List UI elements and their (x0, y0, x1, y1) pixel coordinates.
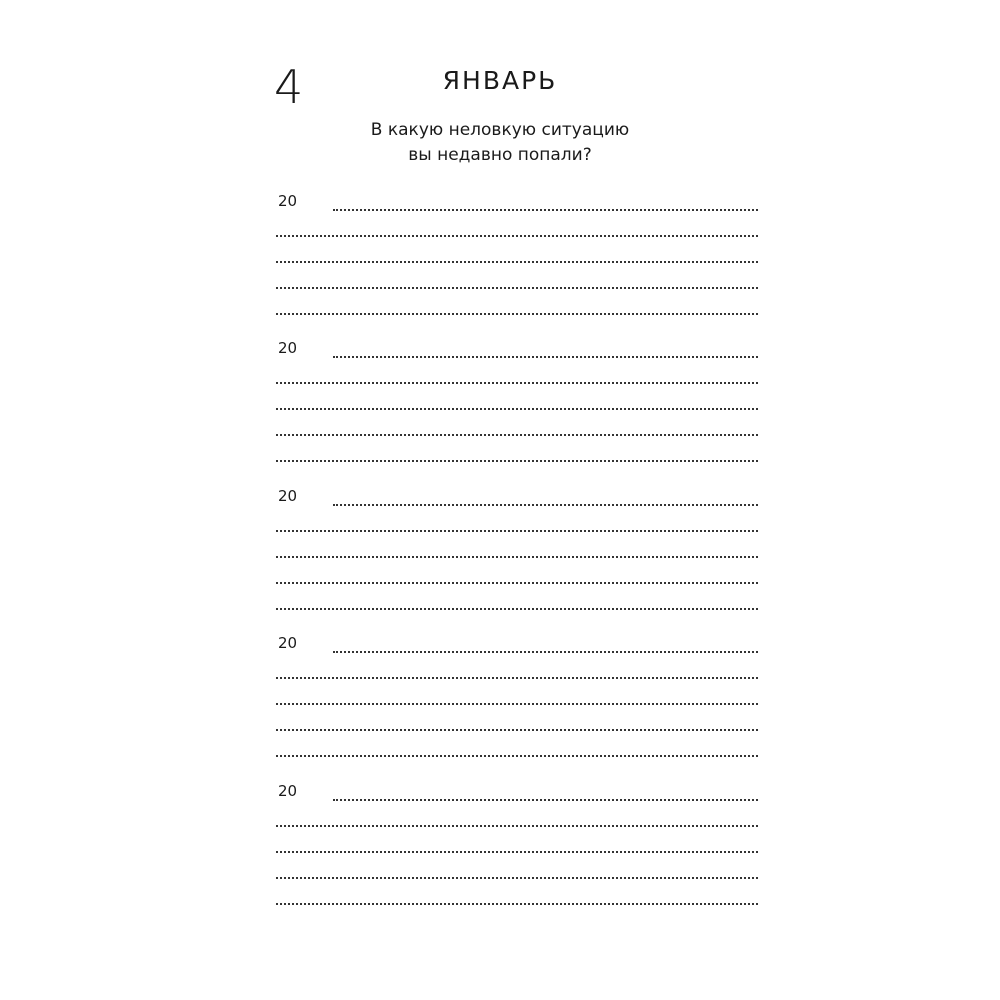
writing-line[interactable] (276, 582, 758, 584)
writing-line[interactable] (333, 799, 758, 801)
writing-line[interactable] (276, 703, 758, 705)
writing-line[interactable] (276, 261, 758, 263)
writing-line[interactable] (276, 877, 758, 879)
writing-line[interactable] (333, 209, 758, 211)
writing-line[interactable] (276, 313, 758, 315)
writing-line[interactable] (333, 356, 758, 358)
writing-line[interactable] (276, 530, 758, 532)
writing-line[interactable] (276, 235, 758, 237)
writing-line[interactable] (276, 903, 758, 905)
entry-block (276, 194, 758, 324)
entry-block (276, 636, 758, 766)
year-label: 20 (278, 782, 298, 800)
writing-line[interactable] (333, 651, 758, 653)
year-label: 20 (278, 487, 298, 505)
writing-line[interactable] (276, 556, 758, 558)
writing-line[interactable] (276, 851, 758, 853)
year-label: 20 (278, 192, 298, 210)
entry-block (276, 341, 758, 471)
year-label: 20 (278, 634, 298, 652)
year-label: 20 (278, 339, 298, 357)
writing-line[interactable] (276, 434, 758, 436)
prompt-line-1: В какую неловкую ситуацию (370, 120, 630, 140)
writing-line[interactable] (276, 755, 758, 757)
prompt-line-2: вы недавно попали? (408, 145, 592, 165)
writing-line[interactable] (276, 825, 758, 827)
month-title: ЯНВАРЬ (442, 66, 558, 95)
writing-line[interactable] (333, 504, 758, 506)
writing-line[interactable] (276, 408, 758, 410)
writing-line[interactable] (276, 729, 758, 731)
entry-block (276, 784, 758, 914)
writing-line[interactable] (276, 608, 758, 610)
page-number: 4 (274, 60, 304, 114)
writing-line[interactable] (276, 287, 758, 289)
writing-line[interactable] (276, 460, 758, 462)
writing-line[interactable] (276, 677, 758, 679)
writing-line[interactable] (276, 382, 758, 384)
entry-block (276, 489, 758, 619)
prompt-question (330, 118, 670, 168)
